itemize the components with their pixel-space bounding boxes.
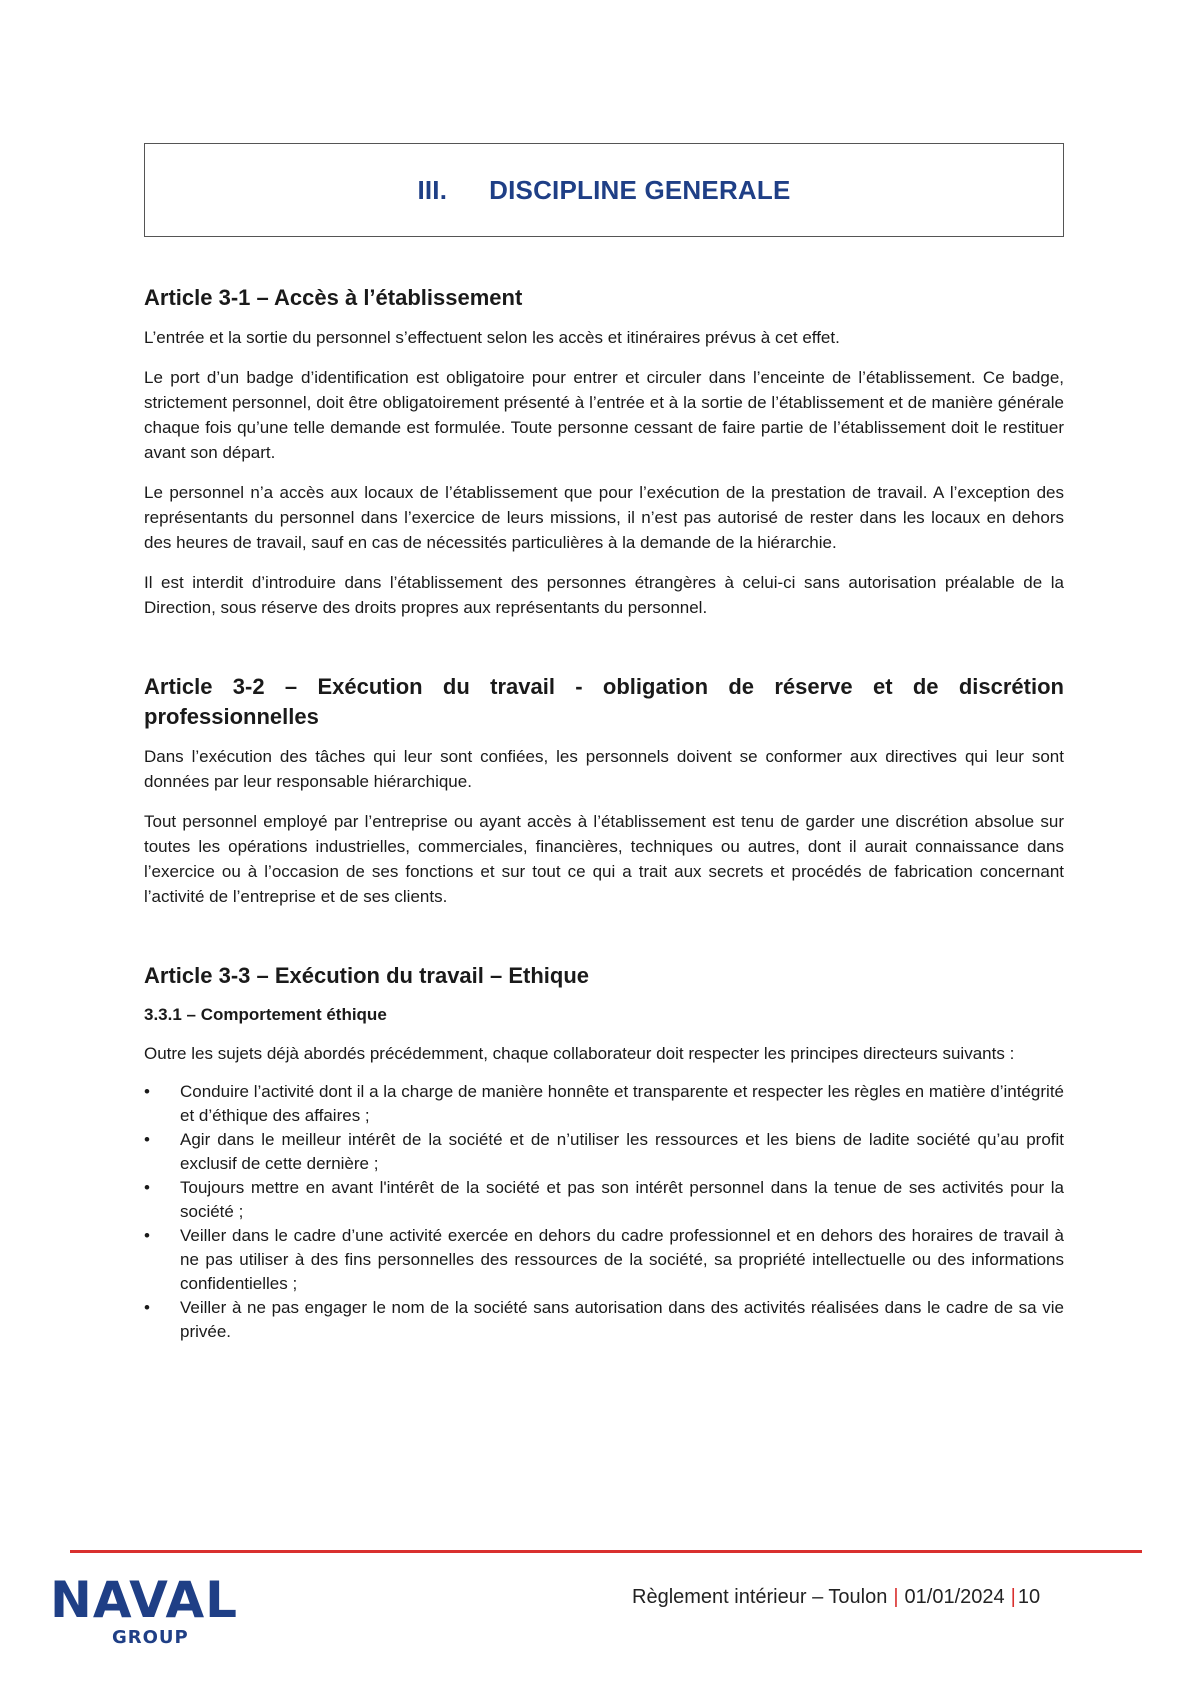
doc-title: Règlement intérieur – Toulon [632, 1586, 888, 1608]
subheading: 3.3.1 – Comportement éthique [144, 1005, 387, 1024]
list-item: • Agir dans le meilleur intérêt de la société et de n’utiliser les ressources et les biens de ladite société qu’au profit exclusif de cette dernière ; [144, 1128, 1064, 1176]
footer-divider [70, 1550, 1142, 1553]
article-3-2 [144, 672, 1064, 909]
list-item: • Veiller à ne pas engager le nom de la société sans autorisation dans des activités réalisées dans le cadre de sa vie privée. [144, 1296, 1064, 1344]
list-item: • Veiller dans le cadre d’une activité exercée en dehors du cadre professionnel et en dehors des horaires de travail à ne pas utiliser à des fins personnelles des ressources de la société, sa propriété intellectuelle ou des informations confidentielles ; [144, 1224, 1064, 1296]
article-heading: Article 3-3 – Exécution du travail – Ethique [144, 963, 590, 988]
article-3-1 [144, 283, 1064, 620]
naval-group-logo [50, 1571, 260, 1648]
paragraph: Le port d’un badge d’identification est obligatoire pour entrer et circuler dans l’enceinte de l’établissement. Ce badge, strictement personnel, doit être obligatoirement présenté à l’entrée et à la sortie de l’établissement et de manière générale chaque fois qu’une telle demande est formulée. Toute personne cessant de faire partie de l’établissement doit le restituer avant son départ. [144, 368, 1064, 462]
page-number: 10 [1017, 1586, 1041, 1608]
doc-date: 01/01/2024 [904, 1586, 1005, 1608]
section-title-box [144, 143, 1064, 237]
list-item: • Toujours mettre en avant l'intérêt de la société et pas son intérêt personnel dans la tenue de ses activités pour la société ; [144, 1176, 1064, 1224]
page-content [144, 143, 1064, 1344]
article-3-3 [144, 961, 1064, 1344]
article-heading: Article 3-2 – Exécution du travail - obligation de réserve et de discrétion professionnelles [144, 674, 1064, 729]
paragraph: Dans l’exécution des tâches qui leur sont confiées, les personnels doivent se conformer aux directives qui leur sont données par leur responsable hiérarchique. [144, 747, 1064, 791]
paragraph: Le personnel n’a accès aux locaux de l’établissement que pour l’exécution de la prestation de travail. A l’exception des représentants du personnel dans l’exercice de leurs missions, il n’est pas autorisé de rester dans les locaux en dehors des heures de travail, sauf en cas de nécessités particulières à la demande de la hiérarchie. [144, 483, 1064, 552]
bullet-list [144, 1080, 1064, 1344]
logo-sub: GROUP [112, 1627, 189, 1648]
separator: | [1010, 1586, 1016, 1608]
paragraph: L’entrée et la sortie du personnel s’effectuent selon les accès et itinéraires prévus à cet effet. [144, 328, 840, 347]
list-item: • Conduire l’activité dont il a la charge de manière honnête et transparente et respecter les règles en matière d’intégrité et d’éthique des affaires ; [144, 1080, 1064, 1128]
section-title [417, 175, 790, 206]
paragraph: Tout personnel employé par l’entreprise ou ayant accès à l’établissement est tenu de garder une discrétion absolue sur toutes les opérations industrielles, commerciales, financières, techniques ou autres, dont il aurait connaissance dans l’exercice ou à l’occasion de ses fonctions et sur tout ce qui a trait aux secrets et procédés de fabrication concernant l’activité de l’entreprise et de ses clients. [144, 812, 1064, 906]
footer-text [632, 1586, 1040, 1609]
article-heading: Article 3-1 – Accès à l’établissement [144, 285, 523, 310]
logo-word: NAVAL [50, 1571, 239, 1629]
separator: | [893, 1586, 899, 1608]
section-number: III. [417, 174, 448, 205]
paragraph: Il est interdit d’introduire dans l’établissement des personnes étrangères à celui-ci sans autorisation préalable de la Direction, sous réserve des droits propres aux représentants du personnel. [144, 573, 1064, 617]
section-title-text: DISCIPLINE GENERALE [489, 174, 791, 205]
paragraph: Outre les sujets déjà abordés précédemment, chaque collaborateur doit respecter les principes directeurs suivants : [144, 1044, 1015, 1063]
